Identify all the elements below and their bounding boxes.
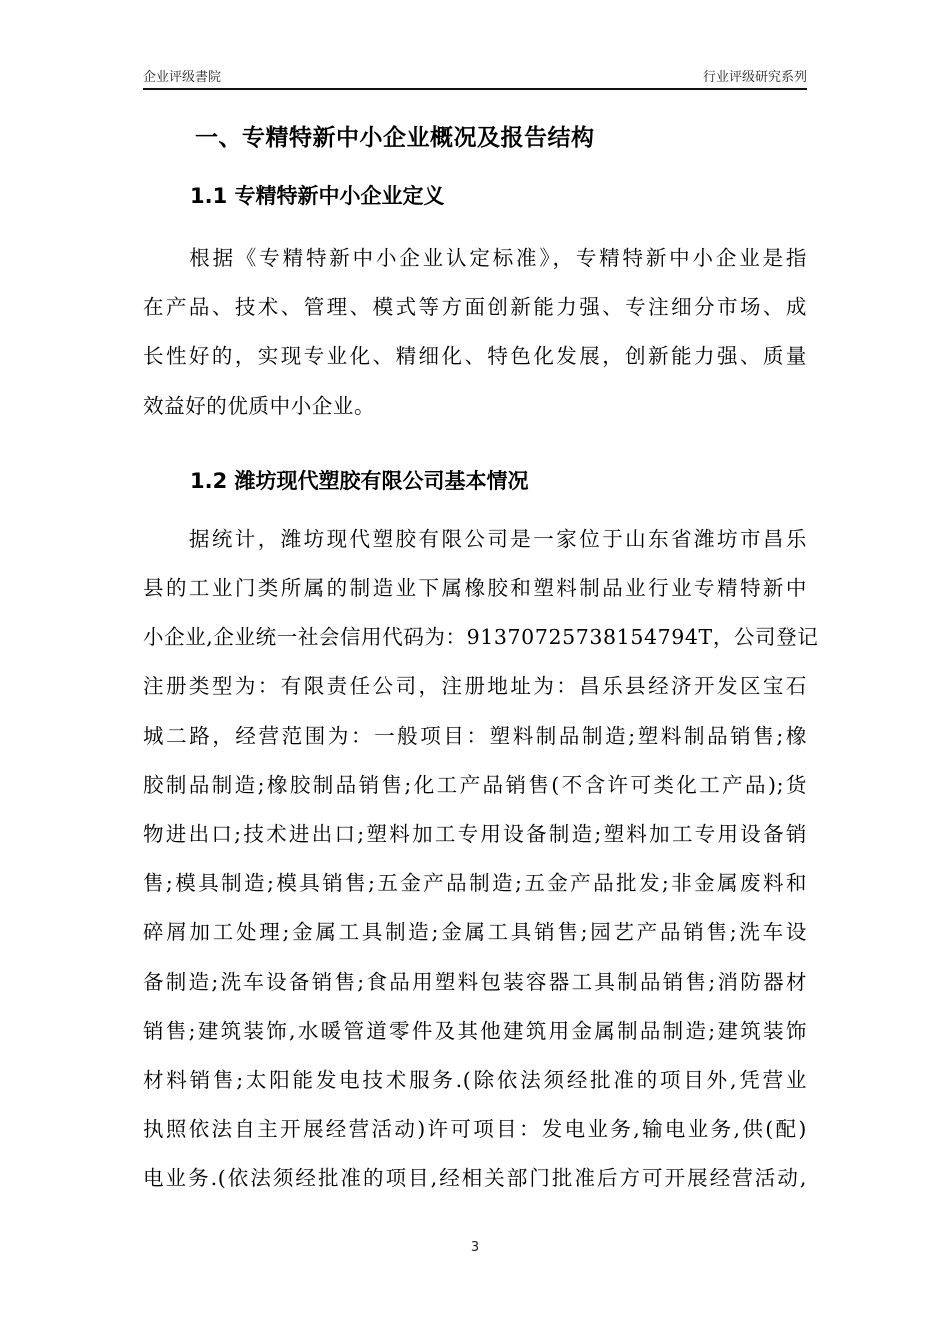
paragraph-line: 据统计，潍坊现代塑胶有限公司是一家位于山东省潍坊市昌乐: [187, 526, 807, 551]
paragraph-line: 材料销售;太阳能发电技术服务.(除依法须经批准的项目外,凭营业: [143, 1068, 807, 1093]
paragraph-line: 长性好的，实现专业化、精细化、特色化发展，创新能力强、质量: [143, 344, 807, 369]
subsection-title-1-1: 1.1 专精特新中小企业定义: [190, 184, 445, 208]
paragraph-line: 在产品、技术、管理、模式等方面创新能力强、专注细分市场、成: [143, 295, 807, 320]
page-number: 3: [470, 1240, 480, 1255]
paragraph-company-info: [143, 515, 819, 1204]
page-header: [143, 66, 807, 90]
section-title: 一、专精特新中小企业概况及报告结构: [195, 125, 595, 151]
page-content: [143, 112, 819, 1204]
paragraph-line: 销售;建筑装饰,水暖管道零件及其他建筑用金属制品制造;建筑装饰: [143, 1018, 807, 1043]
paragraph-line: 执照依法自主开展经营活动)许可项目：发电业务,输电业务,供(配): [143, 1117, 807, 1142]
subsection-title-1-2: 1.2 潍坊现代塑胶有限公司基本情况: [190, 468, 529, 493]
paragraph-line: 根据《专精特新中小企业认定标准》，专精特新中小企业是指: [187, 246, 807, 270]
paragraph-line: 县的工业门类所属的制造业下属橡胶和塑料制品业行业专精特新中: [143, 576, 807, 601]
paragraph-line: 碎屑加工处理;金属工具制造;金属工具销售;园艺产品销售;洗车设: [143, 920, 807, 945]
paragraph-line: 电业务.(依法须经批准的项目,经相关部门批准后方可开展经营活动,: [143, 1166, 807, 1191]
paragraph-line: 城二路，经营范围为：一般项目：塑料制品制造;塑料制品销售;橡: [143, 723, 807, 748]
header-right-text: 行业评级研究系列: [702, 70, 807, 85]
paragraph-line: 注册类型为：有限责任公司，注册地址为：昌乐县经济开发区宝石: [143, 674, 807, 699]
paragraph-line: 小企业,企业统一社会信用代码为：91370725738154794T，公司登记: [143, 625, 819, 650]
paragraph-line: 胶制品制造;橡胶制品销售;化工产品销售(不含许可类化工产品);货: [143, 772, 807, 797]
paragraph-line: 效益好的优质中小企业。: [143, 393, 376, 418]
paragraph-definition: [143, 234, 807, 431]
paragraph-line: 售;模具制造;模具销售;五金产品制造;五金产品批发;非金属废料和: [143, 871, 807, 896]
paragraph-line: 备制造;洗车设备销售;食品用塑料包装容器工具制品销售;消防器材: [143, 969, 807, 994]
paragraph-line: 物进出口;技术进出口;塑料加工专用设备制造;塑料加工专用设备销: [143, 822, 807, 847]
header-left-text: 企业评级書院: [143, 70, 222, 85]
